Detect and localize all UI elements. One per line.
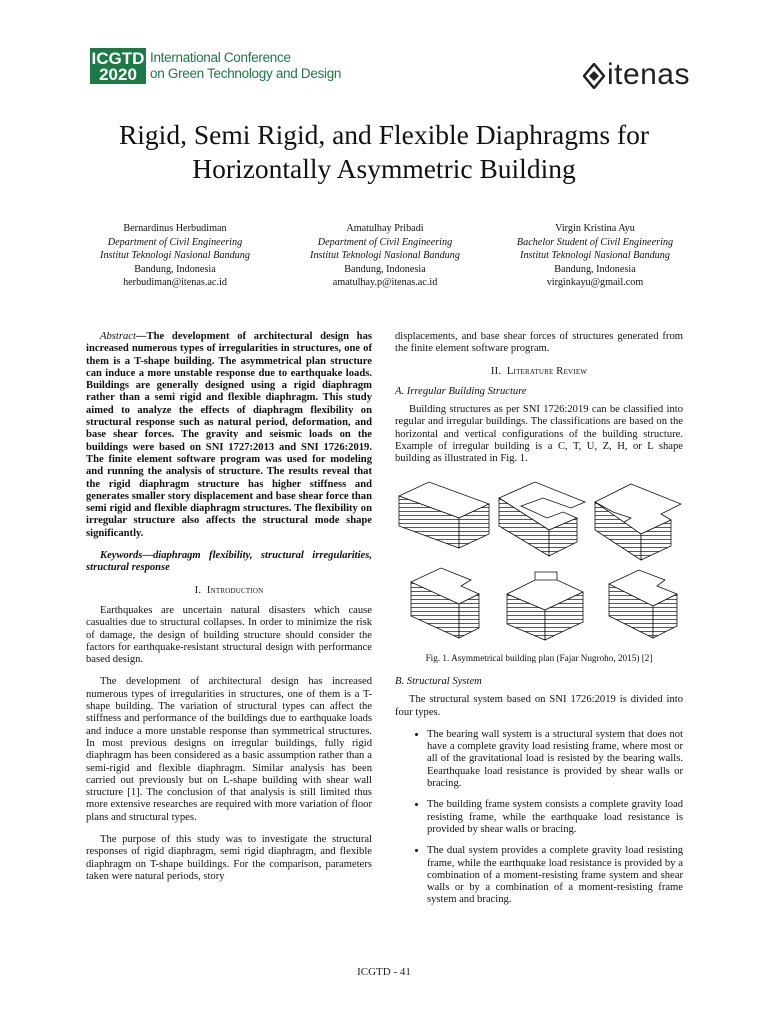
left-column xyxy=(86,331,372,893)
keywords: Keywords—diaphragm flexibility, structural irregularities, structural response xyxy=(86,550,372,574)
section-title: Literature Review xyxy=(506,365,588,377)
section-number: I. xyxy=(194,584,202,596)
paragraph: The structural system based on SNI 1726:2019 is divided into four types. xyxy=(395,694,683,718)
building-shapes-illustration xyxy=(395,476,683,648)
conference-name xyxy=(150,50,341,82)
author-name: Bernardinus Herbudiman xyxy=(123,223,227,234)
title-line2: Horizontally Asymmetric Building xyxy=(192,153,576,184)
author-dept: Bachelor Student of Civil Engineering xyxy=(516,236,674,248)
author-block xyxy=(60,222,750,292)
paragraph: The purpose of this study was to investigate the structural responses of rigid diaphragm, semi rigid diaphragm, and flexible diaphragm on T-shape buildings. For the comparison, parameters taken were natural periods, story xyxy=(86,833,372,882)
list-item: • The dual system provides a complete gravity load resisting frame, while the earthquake load resistance is provided by a combination of a moment-resisting frame system and shear walls or by a combination of a moment-resisting frame system and bracing. xyxy=(427,845,683,906)
logo-line1: ICGTD xyxy=(91,49,145,68)
author-dept: Department of Civil Engineering xyxy=(107,236,243,248)
author-3 xyxy=(480,222,710,290)
l-shape-building xyxy=(399,482,489,548)
author-name: Amatulhay Pribadi xyxy=(346,223,424,234)
logo-line2: 2020 xyxy=(99,65,137,84)
author-inst: Institut Teknologi Nasional Bandung xyxy=(100,250,250,261)
paragraph: Earthquakes are uncertain natural disasters which cause casualties due to structural collapses. In order to minimize the risk of damage, the design of building structure should consider the factors for earthquake-resistant structural design with performance based design. xyxy=(86,604,372,666)
paragraph: displacements, and base shear forces of structures generated from the finite element software program. xyxy=(395,331,683,355)
t-shape-building xyxy=(411,568,479,638)
subsection-heading: B. Structural System xyxy=(395,675,482,687)
title-line1: Rigid, Semi Rigid, and Flexible Diaphragms for xyxy=(118,119,650,150)
abstract xyxy=(86,331,372,540)
author-name: Virgin Kristina Ayu xyxy=(555,223,635,234)
author-city: Bandung, Indonesia xyxy=(134,263,216,275)
paragraph: The development of architectural design has increased numerous types of irregularities in structures, one of them is a T-shape building. The variation of structural types can affect the stiffness and performance of the buildings due to earthquake loads and induce a more unstable response than symmetrical structures. In most previous designs on irregular buildings, fully rigid diaphragm has been considered as a basic assumption rather than a semi-rigid and flexible diaphragm. Similar analysis has been carried out previously but on L-shape building with shear wall structure [1]. The conclusion of that analysis is still limited thus more extensive researches are required with more variation of floor plans and structural types. xyxy=(86,676,372,823)
author-1 xyxy=(60,222,290,290)
author-2 xyxy=(270,222,500,290)
author-city: Bandung, Indonesia xyxy=(344,263,426,275)
subsection-heading: A. Irregular Building Structure xyxy=(395,385,527,397)
author-email: virginkayu@gmail.com xyxy=(546,277,644,288)
itenas-logo xyxy=(607,58,690,92)
figure-1 xyxy=(395,476,683,648)
paragraph: Building structures as per SNI 1726:2019 can be classified into regular and irregular buildings. The classifications are based on the horizontal and vertical configurations of the building structure. Example of irregular building is a C, T, U, Z, H, or L shape building as illustrated in Fig. 1. xyxy=(395,404,683,465)
h-shape-building xyxy=(595,484,681,560)
author-city: Bandung, Indonesia xyxy=(554,263,636,275)
conf-line2: on Green Technology and Design xyxy=(150,66,342,81)
page-header xyxy=(90,42,690,102)
u-shape-building xyxy=(507,572,583,640)
abstract-label: Abstract xyxy=(100,331,136,342)
author-email: herbudiman@itenas.ac.id xyxy=(123,277,227,288)
paper-title xyxy=(0,118,768,186)
bullet-list xyxy=(395,729,683,907)
list-item: • The building frame system consists a complete gravity load resisting frame, while the earthquake load resistance is provided by shear walls or bracing. xyxy=(427,799,683,836)
c-shape-building xyxy=(499,482,585,556)
z-shape-building xyxy=(609,570,677,638)
author-inst: Institut Teknologi Nasional Bandung xyxy=(520,250,670,261)
conf-line1: International Conference xyxy=(150,50,291,65)
author-dept: Department of Civil Engineering xyxy=(317,236,453,248)
section-heading-introduction xyxy=(86,585,372,597)
right-column xyxy=(395,331,683,916)
author-email: amatulhay.p@itenas.ac.id xyxy=(332,277,438,288)
icgtd-logo xyxy=(90,48,146,84)
itenas-wordmark: itenas xyxy=(606,58,690,91)
itenas-emblem-icon xyxy=(583,63,605,89)
abstract-text: —The development of architectural design has increased numerous types of irregularities in structures, one of them is a T-shape building. The asymmetrical plan structure can induce a more unstable response due to earthquake loads. Buildings are generally designed using a rigid diaphragm rather than a semi rigid and flexible diaphragm. This study aimed to analyze the effects of diaphragm flexibility on structural response such as natural period, deformation, and base shear forces. The gravity and seismic loads on the buildings were based on SNI 1727:2013 and SNI 1726:2019. The finite element software program was used for modeling and running the analysis of structure. The results reveal that the rigid diaphragm structure has higher stiffness and generates smaller story displacement and base shear force than semi rigid and flexible diaphragm structures. The flexibility on irregular structure also affects the structural mode shape significantly. xyxy=(86,331,372,539)
figure-caption: Fig. 1. Asymmetrical building plan (Fajar Nugroho, 2015) [2] xyxy=(425,652,653,663)
author-inst: Institut Teknologi Nasional Bandung xyxy=(310,250,460,261)
page-footer: ICGTD - 41 xyxy=(357,966,411,978)
section-number: II. xyxy=(490,365,502,377)
section-title: Introduction xyxy=(206,584,264,596)
list-item: • The bearing wall system is a structural system that does not have a complete gravity load resisting frame, where most or all of the gravitational load is resisted by the bearing walls. Eearthquake load resistance is provided by shear walls or bracing. xyxy=(427,729,683,790)
section-heading-literature-review xyxy=(395,366,683,378)
